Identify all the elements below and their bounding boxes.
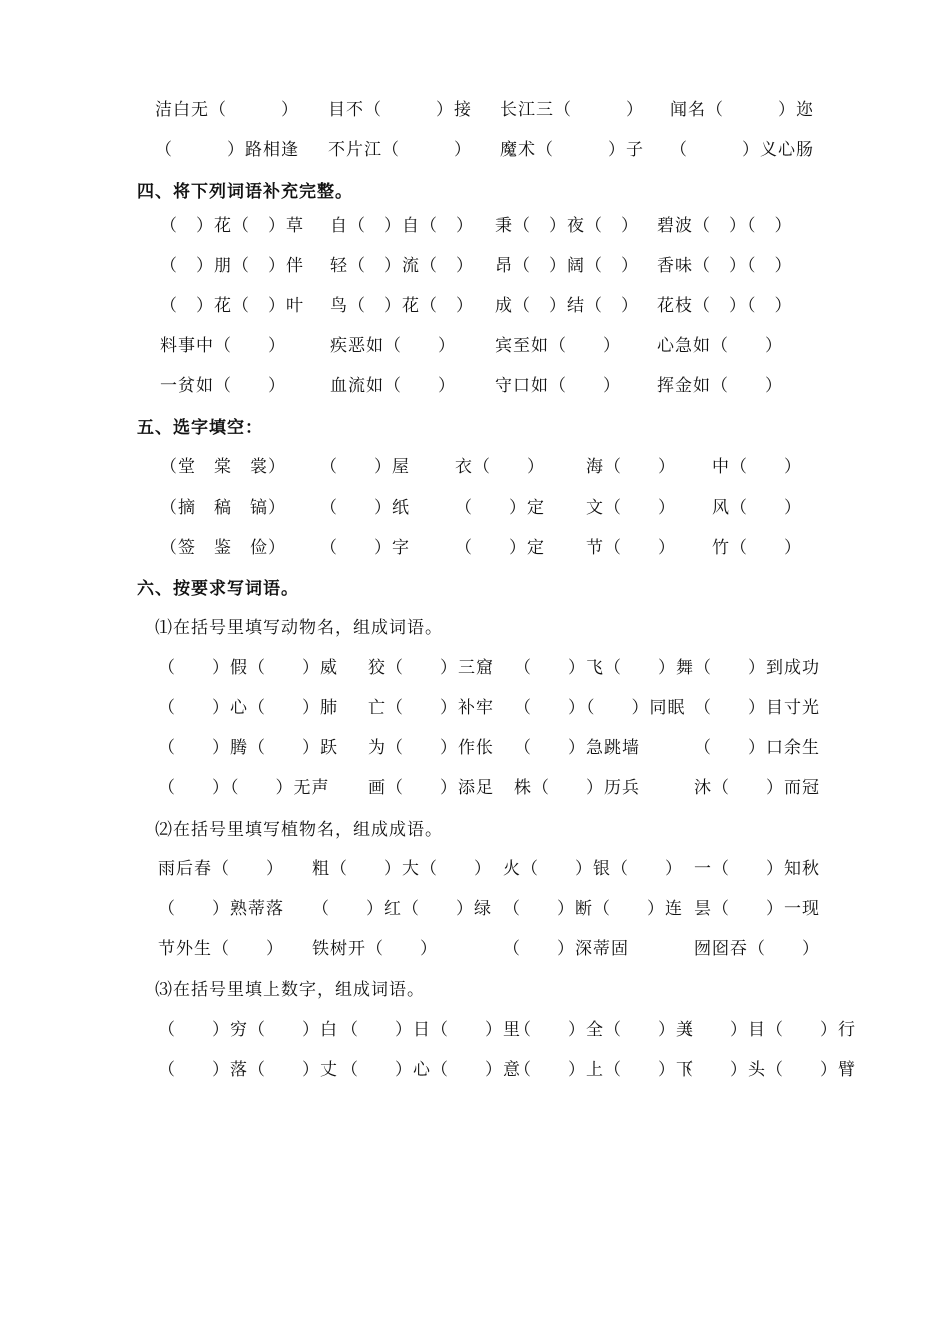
fill-item: 画（ ）添足 [368,778,494,798]
fill-item: （ ）花（ ）叶 [160,296,304,316]
fill-item: （ ）断（ ）连 [503,899,683,919]
section-heading: 五、选字填空： [137,418,263,438]
fill-item: 雨后春（ ） [158,859,284,879]
fill-item: （ ）到成功 [694,658,820,678]
fill-item: （ ）目寸光 [694,698,820,718]
fill-item: 长江三（ ） [500,100,644,120]
fill-item: 昂（ ）阔（ ） [495,256,639,276]
fill-item: 守口如（ ） [495,376,621,396]
fill-item: （ ）心（ ）肺 [158,698,338,718]
fill-item: 碧波（ ）（ ） [657,216,793,236]
word-row [0,251,950,281]
idiom-row [0,693,950,723]
word-row [0,331,950,361]
fill-item: 风（ ） [712,497,802,518]
fill-item: （ ）腾（ ）跃 [158,738,338,758]
fill-item: （ ）穷（ ）白 [158,1020,338,1040]
fill-item: （ ）深蒂固 [503,939,629,959]
fill-item: 竹（ ） [712,538,802,558]
fill-item: （ ）落（ ）丈 [158,1060,338,1080]
choice-row [0,493,950,523]
section-heading: 六、按要求写词语。 [137,579,299,599]
fill-item: （签 鉴 俭） [160,538,286,558]
idiom-row [0,135,950,165]
fill-item: （ ）全（ ）美 [514,1020,694,1040]
section-heading: 四、将下列词语补充完整。 [137,182,353,202]
fill-item: 目不（ ）接 [328,100,472,120]
choice-row [0,533,950,563]
fill-item: 亡（ ）补牢 [368,698,494,718]
word-row [0,211,950,241]
fill-item: 狡（ ）三窟 [368,658,494,678]
fill-item: （ ）（ ）同眠 [514,698,686,718]
fill-item: 香味（ ）（ ） [657,256,793,276]
fill-item: （ ）口余生 [694,738,820,758]
fill-item: （ ）屋 [320,457,410,477]
word-row [0,1055,950,1085]
idiom-row [0,854,950,884]
fill-item: （ ）定 [455,497,545,518]
fill-item: （ ）目（ ）行 [676,1020,856,1040]
fill-item: （ ）（ ）无声 [158,778,330,798]
fill-item: （ ）花（ ）草 [160,216,304,236]
fill-item: （ ）字 [320,538,410,558]
word-row [0,291,950,321]
fill-item: 不片江（ ） [328,140,472,160]
fill-item: 血流如（ ） [330,376,456,396]
fill-item: 节外生（ ） [158,939,284,959]
fill-item: 心急如（ ） [657,336,783,356]
choice-row [0,452,950,482]
fill-item: 魔术（ ）子 [500,140,644,160]
fill-item: （ ）上（ ）下 [514,1060,694,1080]
fill-item: 料事中（ ） [160,336,286,356]
fill-item: （ ）熟蒂落 [158,899,284,919]
fill-item: （ ）纸 [320,497,410,518]
fill-item: 挥金如（ ） [657,376,783,396]
fill-item: 株（ ）历兵 [514,778,640,798]
fill-item: 海（ ） [586,457,676,477]
idiom-row [0,773,950,803]
fill-item: 洁白无（ ） [155,100,299,120]
fill-item: （ ）心（ ）意 [341,1060,521,1080]
fill-item: 宾至如（ ） [495,336,621,356]
subsection-title: ⑴在括号里填写动物名，组成词语。 [155,618,443,638]
fill-item: 一（ ）知秋 [694,859,820,879]
fill-item: （ ）飞（ ）舞 [514,658,694,678]
idiom-row [0,653,950,683]
word-row [0,371,950,401]
fill-item: （ ）路相逢 [155,140,299,160]
fill-item: 沐（ ）而冠 [694,778,820,798]
fill-item: 花枝（ ）（ ） [657,296,793,316]
fill-item: 文（ ） [586,497,676,518]
idiom-row [0,95,950,125]
fill-item: 鸟（ ）花（ ） [330,296,474,316]
fill-item: （ ）假（ ）威 [158,658,338,678]
fill-item: 成（ ）结（ ） [495,296,639,316]
idiom-row [0,894,950,924]
fill-item: 昙（ ）一现 [694,899,820,919]
fill-item: （摘 稿 镐） [160,497,286,518]
fill-item: （堂 棠 裳） [160,457,286,477]
fill-item: （ ）日（ ）里 [341,1020,521,1040]
fill-item: 疾恶如（ ） [330,336,456,356]
fill-item: 中（ ） [712,457,802,477]
fill-item: 为（ ）作伥 [368,738,494,758]
fill-item: （ ）朋（ ）伴 [160,256,304,276]
fill-item: 囫囵吞（ ） [694,939,820,959]
fill-item: 火（ ）银（ ） [503,859,683,879]
fill-item: （ ）红（ ）绿 [312,899,492,919]
fill-item: 粗（ ）大（ ） [312,859,492,879]
fill-item: 节（ ） [586,538,676,558]
word-row [0,1015,950,1045]
subsection-title: ⑶在括号里填上数字，组成词语。 [155,980,425,1000]
fill-item: 一贫如（ ） [160,376,286,396]
fill-item: 自（ ）自（ ） [330,216,474,236]
fill-item: （ ）定 [455,538,545,558]
fill-item: （ ）急跳墙 [514,738,640,758]
subsection-title: ⑵在括号里填写植物名，组成成语。 [155,820,443,840]
fill-item: 铁树开（ ） [312,939,438,959]
fill-item: 闻名（ ）迩 [670,100,814,120]
fill-item: 秉（ ）夜（ ） [495,216,639,236]
idiom-row [0,934,950,964]
fill-item: （ ）义心肠 [670,140,814,160]
fill-item: 衣（ ） [455,457,545,477]
fill-item: 轻（ ）流（ ） [330,256,474,276]
fill-item: （ ）头（ ）臂 [676,1060,856,1080]
idiom-row [0,733,950,763]
